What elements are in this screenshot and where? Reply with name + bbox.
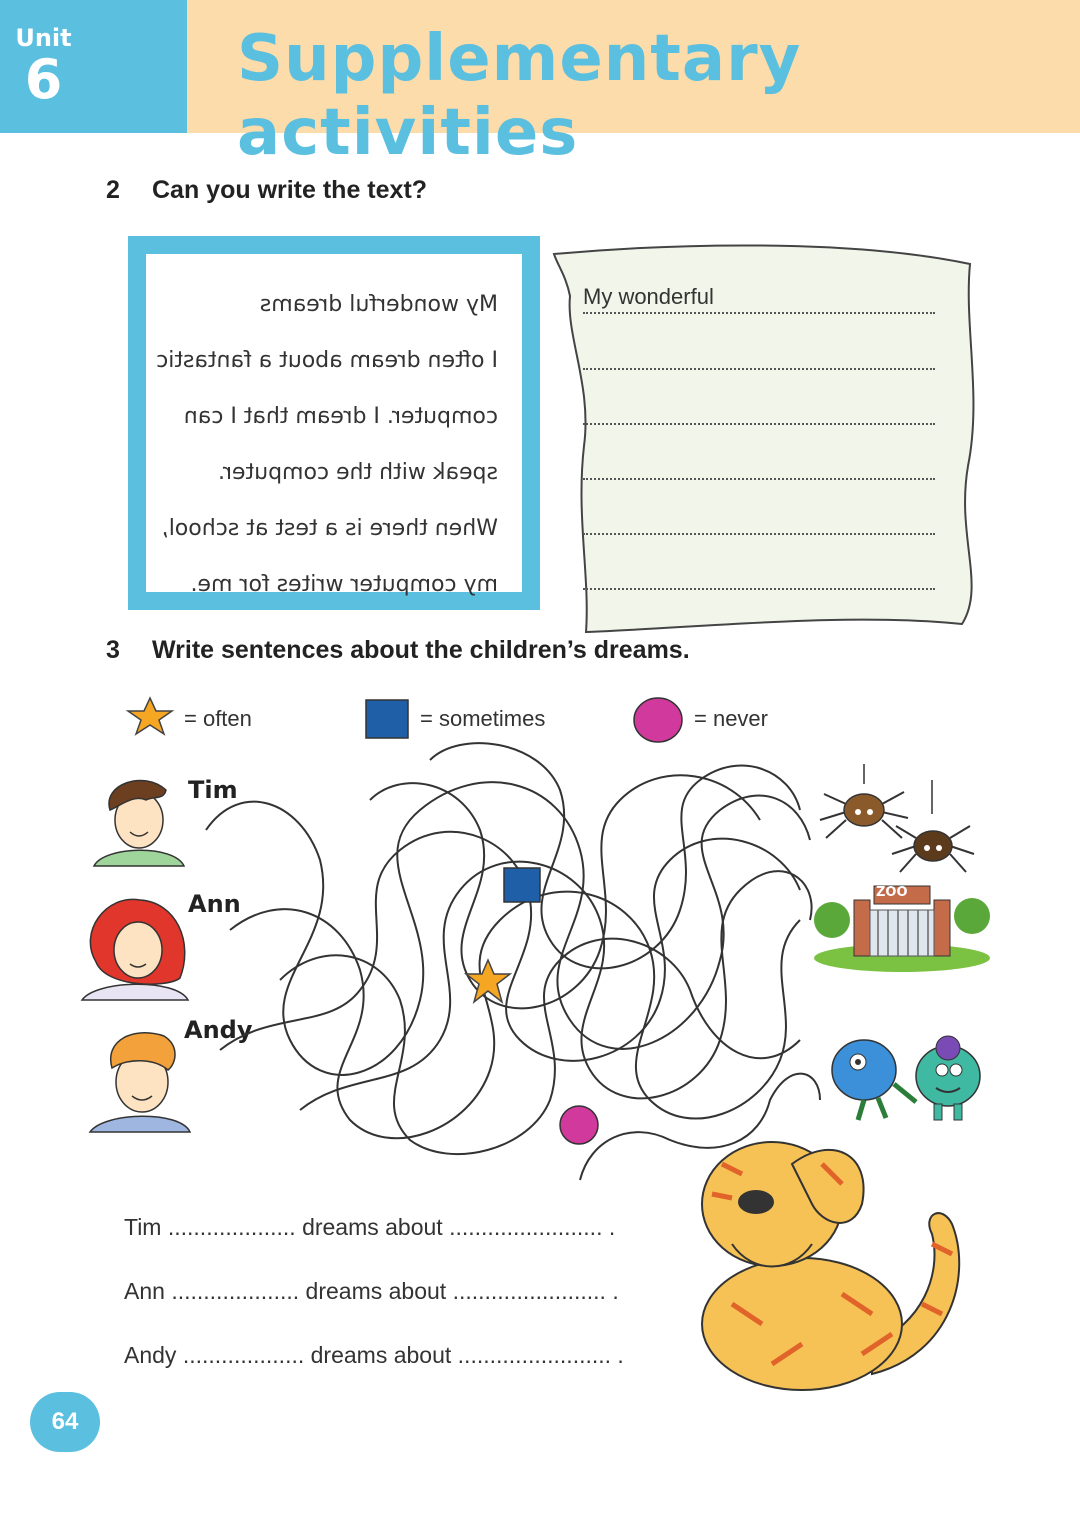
sentence-middle: dreams about xyxy=(310,1342,452,1368)
paper-line-5[interactable] xyxy=(583,503,935,535)
answer-blank[interactable]: ........................ . xyxy=(452,1278,619,1304)
title-bar xyxy=(187,0,1080,170)
square-icon xyxy=(364,698,410,740)
sentence-name: Tim xyxy=(124,1214,162,1240)
sentence-tim xyxy=(124,1214,615,1241)
tiger-icon xyxy=(672,1124,972,1394)
maze-circle-icon xyxy=(558,1104,600,1146)
answer-blank[interactable]: .................... xyxy=(171,1278,300,1304)
mirrored-line: When there is a test at school, xyxy=(161,516,498,541)
zoo-sign-text: ZOO xyxy=(876,885,908,900)
mirror-text-box xyxy=(128,236,540,610)
mirrored-line: computer. I dream that I can xyxy=(183,404,498,429)
spiders-icon xyxy=(816,764,976,874)
sentence-ann xyxy=(124,1278,619,1305)
page-number: 64 xyxy=(30,1392,100,1452)
unit-badge xyxy=(0,0,187,133)
exercise-2-heading xyxy=(106,176,427,205)
mirrored-line: my computer writes for me. xyxy=(190,572,498,597)
answer-blank[interactable]: ........................ . xyxy=(457,1342,624,1368)
mirrored-line: My wonderful dreams xyxy=(259,292,498,317)
legend-sometimes: = sometimes xyxy=(420,706,546,731)
unit-label: Unit xyxy=(15,24,72,52)
page-title: Supplementary activities xyxy=(237,22,802,170)
exercise-3-heading xyxy=(106,636,690,665)
exercise-2-instruction: Can you write the text? xyxy=(152,176,428,204)
answer-blank[interactable]: ........................ . xyxy=(449,1214,616,1240)
circle-icon xyxy=(632,696,684,744)
kid-name-ann: Ann xyxy=(188,890,241,918)
sentence-name: Andy xyxy=(124,1342,177,1368)
kid-name-andy: Andy xyxy=(184,1016,253,1044)
maze-star-icon xyxy=(462,958,514,1006)
sentence-middle: dreams about xyxy=(305,1278,447,1304)
unit-number: 6 xyxy=(24,48,63,111)
sentence-name: Ann xyxy=(124,1278,165,1304)
exercise-3-instruction: Write sentences about the children’s dreams. xyxy=(152,636,690,664)
legend-often: = often xyxy=(184,706,252,731)
paper-line-3[interactable] xyxy=(583,393,935,425)
sentence-andy xyxy=(124,1342,624,1369)
paper-line-4[interactable] xyxy=(583,448,935,480)
kid-name-tim: Tim xyxy=(188,776,238,804)
writing-paper xyxy=(546,236,986,636)
star-icon xyxy=(124,696,176,736)
paper-start-text: My wonderful xyxy=(583,284,714,309)
legend-never: = never xyxy=(694,706,768,731)
sentence-middle: dreams about xyxy=(302,1214,443,1240)
monsters-icon xyxy=(824,1024,994,1124)
paper-line-1[interactable] xyxy=(583,282,935,314)
mirrored-line: I often dream about a fantastic xyxy=(156,348,498,373)
paper-line-2[interactable] xyxy=(583,338,935,370)
ann-face-icon xyxy=(76,892,196,1002)
exercise-3-number: 3 xyxy=(106,636,120,664)
mirror-text-inner xyxy=(146,254,522,597)
answer-blank[interactable]: .................... xyxy=(167,1214,296,1240)
maze-square-icon xyxy=(502,866,542,904)
exercise-2-number: 2 xyxy=(106,176,120,204)
tim-face-icon xyxy=(84,770,194,870)
paper-line-6[interactable] xyxy=(583,558,935,590)
andy-face-icon xyxy=(84,1024,194,1134)
answer-blank[interactable]: ................... xyxy=(182,1342,305,1368)
mirrored-line: speak with the computer. xyxy=(217,460,498,485)
